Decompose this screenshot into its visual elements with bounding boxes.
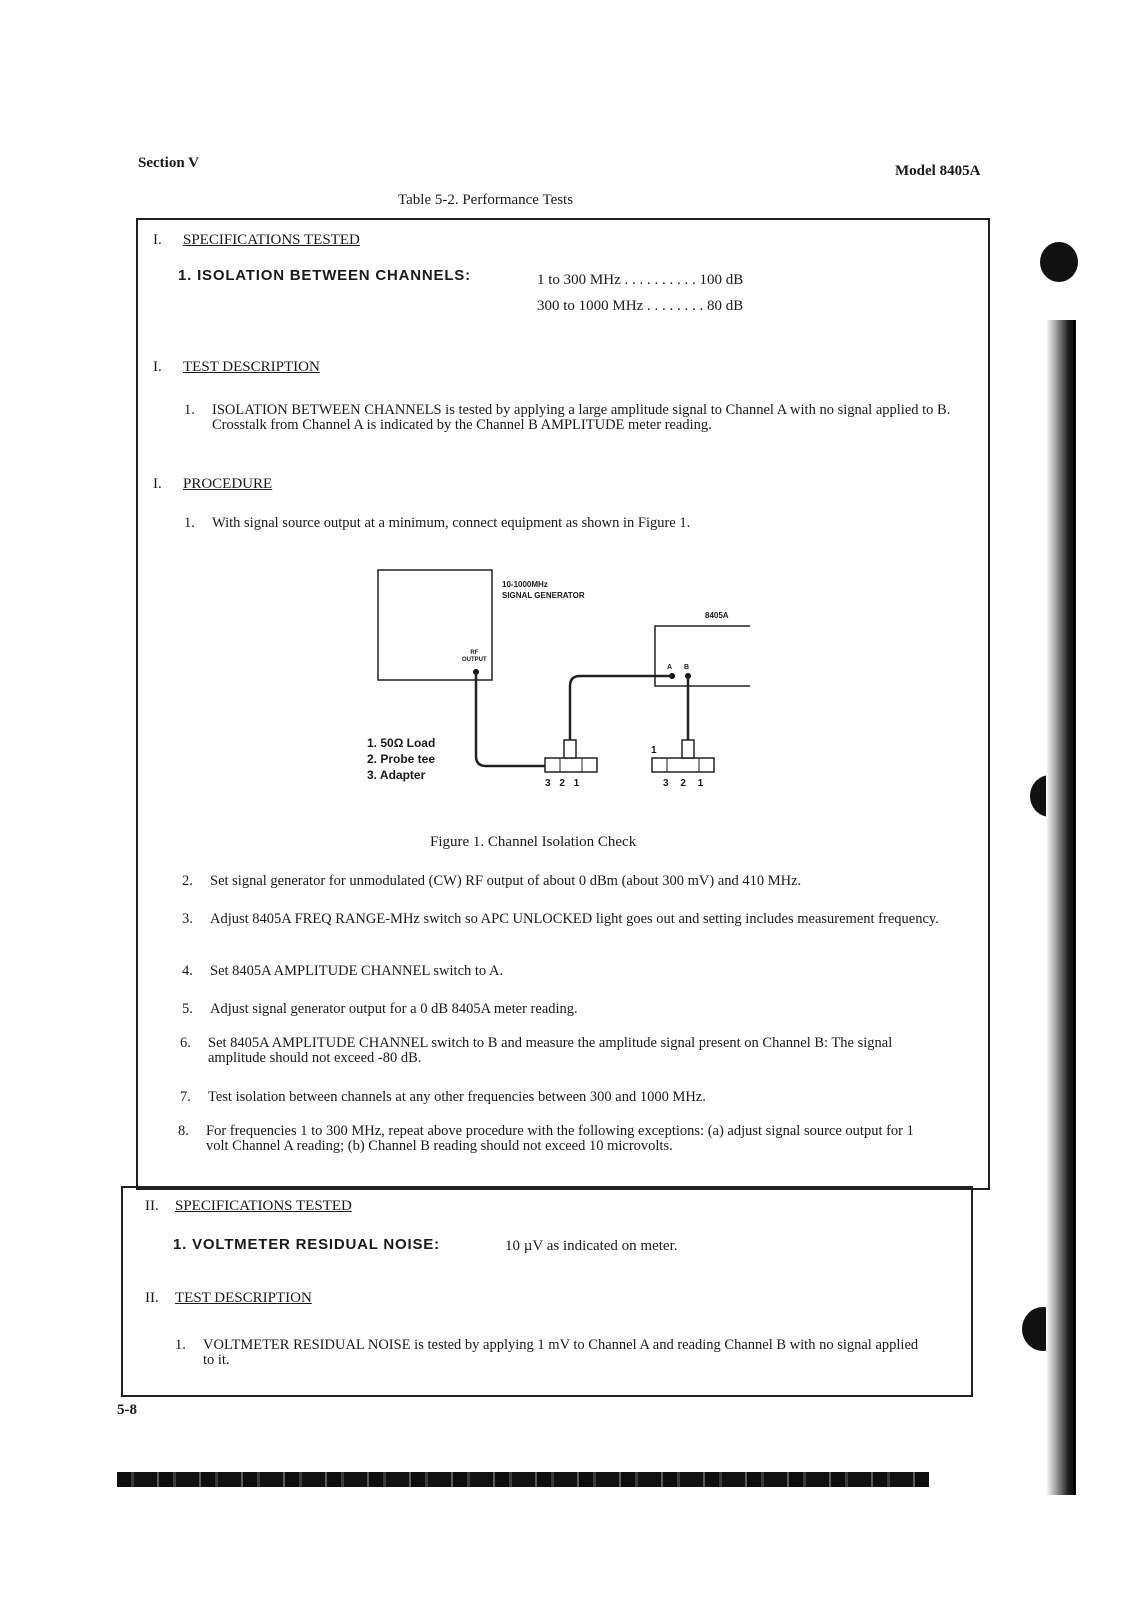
procedure-step-1 bbox=[184, 515, 952, 531]
procedure-step-8 bbox=[178, 1123, 936, 1154]
scan-edge-line bbox=[1073, 320, 1075, 1495]
desc-paragraph-1-num: 1. bbox=[184, 402, 195, 418]
desc-heading-1-num: I. bbox=[153, 359, 162, 375]
dut-label: 8405A bbox=[705, 611, 729, 620]
procedure-step-6 bbox=[180, 1035, 920, 1066]
spec-item-residual-noise: 1. VOLTMETER RESIDUAL NOISE: bbox=[173, 1236, 440, 1253]
step-text: Adjust 8405A FREQ RANGE-MHz switch so APC UNLOCKED light goes out and setting includes measurement frequency. bbox=[210, 911, 939, 927]
step-number: 8. bbox=[178, 1123, 189, 1139]
probe-tee-1 bbox=[545, 758, 597, 772]
spec-heading-1 bbox=[153, 232, 360, 249]
table-title: Table 5-2. Performance Tests bbox=[398, 192, 574, 208]
figure-legend bbox=[367, 735, 435, 783]
legend-item-load: 1. 50Ω Load bbox=[367, 736, 436, 750]
desc-heading-1 bbox=[153, 359, 320, 376]
model-label: Model 8405A bbox=[895, 163, 981, 179]
spec-heading-1-num: I. bbox=[153, 232, 162, 248]
step-text: Set 8405A AMPLITUDE CHANNEL switch to A. bbox=[210, 963, 504, 979]
step-number: 2. bbox=[182, 873, 193, 889]
step-number: 7. bbox=[180, 1089, 191, 1105]
spec-item-isolation: 1. ISOLATION BETWEEN CHANNELS: bbox=[178, 267, 471, 284]
port-b-label: B bbox=[684, 664, 690, 671]
spec-noise-value: 10 µV as indicated on meter. bbox=[505, 1238, 678, 1254]
procedure-step-2 bbox=[182, 873, 960, 889]
proc-heading-1 bbox=[153, 476, 272, 493]
proc-heading-1-title: PROCEDURE bbox=[183, 476, 273, 492]
scan-edge-shadow bbox=[1046, 320, 1076, 1495]
procedure-step-3 bbox=[182, 911, 945, 927]
proc-heading-1-num: I. bbox=[153, 476, 162, 492]
step-number: 6. bbox=[180, 1035, 191, 1051]
tee-2-port-numbers: 3 2 1 bbox=[663, 778, 704, 789]
figure-caption: Figure 1. Channel Isolation Check bbox=[430, 834, 637, 850]
desc-heading-2-title: TEST DESCRIPTION bbox=[175, 1290, 312, 1306]
step-number: 1. bbox=[184, 515, 195, 531]
gen-label-line-1: 10-1000MHz bbox=[502, 580, 548, 589]
step-number: 4. bbox=[182, 963, 193, 979]
page-number: 5-8 bbox=[117, 1402, 137, 1418]
step-number: 5. bbox=[182, 1001, 193, 1017]
generator-cable bbox=[476, 672, 550, 766]
legend-item-probe-tee: 2. Probe tee bbox=[367, 752, 436, 766]
desc-paragraph-2-num: 1. bbox=[175, 1337, 186, 1353]
procedure-step-7 bbox=[180, 1089, 948, 1105]
spec-row-2: 300 to 1000 MHz . . . . . . . . 80 dB bbox=[537, 298, 744, 314]
procedure-step-5 bbox=[182, 1001, 950, 1017]
gen-label-line-2: SIGNAL GENERATOR bbox=[502, 591, 585, 600]
step-text: Set signal generator for unmodulated (CW) RF output of about 0 dBm (about 300 mV) and 410 MHz. bbox=[210, 873, 802, 889]
port-a-label: A bbox=[667, 664, 673, 671]
desc-paragraph-2-text: VOLTMETER RESIDUAL NOISE is tested by applying 1 mV to Channel A and reading Channel B with no signal applied to it. bbox=[203, 1337, 919, 1368]
tee-2-mark: 1 bbox=[651, 745, 657, 756]
probe-tee-2-stem bbox=[682, 740, 694, 758]
step-text: For frequencies 1 to 300 MHz, repeat above procedure with the following exceptions: (a) adjust signal source output for 1 volt Channel A reading; (b) Channel B reading should not exceed 10 microvolts. bbox=[206, 1123, 914, 1154]
scan-bottom-band bbox=[117, 1472, 929, 1487]
step-text: Set 8405A AMPLITUDE CHANNEL switch to B and measure the amplitude signal present on Channel B: The signal amplitude should not exceed -80 dB. bbox=[208, 1035, 893, 1066]
probe-tee-1-stem bbox=[564, 740, 576, 758]
desc-heading-2-num: II. bbox=[145, 1290, 159, 1306]
desc-heading-2 bbox=[145, 1290, 312, 1307]
desc-paragraph-2 bbox=[175, 1337, 933, 1368]
rf-output-label bbox=[462, 650, 487, 664]
binder-hole-top bbox=[1040, 242, 1078, 282]
step-text: Adjust signal generator output for a 0 dB 8405A meter reading. bbox=[210, 1001, 578, 1017]
desc-paragraph-1 bbox=[184, 402, 960, 433]
gen-label bbox=[502, 579, 585, 601]
legend-item-adapter: 3. Adapter bbox=[367, 768, 426, 782]
procedure-step-4 bbox=[182, 963, 950, 979]
probe-tee-2 bbox=[652, 758, 714, 772]
desc-heading-1-title: TEST DESCRIPTION bbox=[183, 359, 320, 375]
step-text: With signal source output at a minimum, connect equipment as shown in Figure 1. bbox=[212, 515, 691, 531]
step-number: 3. bbox=[182, 911, 193, 927]
section-label: Section V bbox=[138, 155, 199, 171]
tee-1-port-numbers: 3 2 1 bbox=[545, 778, 580, 789]
spec-heading-2 bbox=[145, 1198, 352, 1215]
spec-heading-2-num: II. bbox=[145, 1198, 159, 1214]
desc-paragraph-1-text: ISOLATION BETWEEN CHANNELS is tested by applying a large amplitude signal to Channel A with no signal applied to B. Crosstalk from Channel A is indicated by the Channel B AMPLITUDE meter reading. bbox=[212, 402, 951, 433]
spec-row-1: 1 to 300 MHz . . . . . . . . . . 100 dB bbox=[537, 272, 744, 288]
spec-heading-2-title: SPECIFICATIONS TESTED bbox=[175, 1198, 352, 1214]
rf-output-label-line-2: OUTPUT bbox=[462, 657, 487, 663]
step-text: Test isolation between channels at any other frequencies between 300 and 1000 MHz. bbox=[208, 1089, 706, 1105]
spec-heading-1-title: SPECIFICATIONS TESTED bbox=[183, 232, 360, 248]
rf-output-label-line-1: RF bbox=[470, 650, 479, 656]
